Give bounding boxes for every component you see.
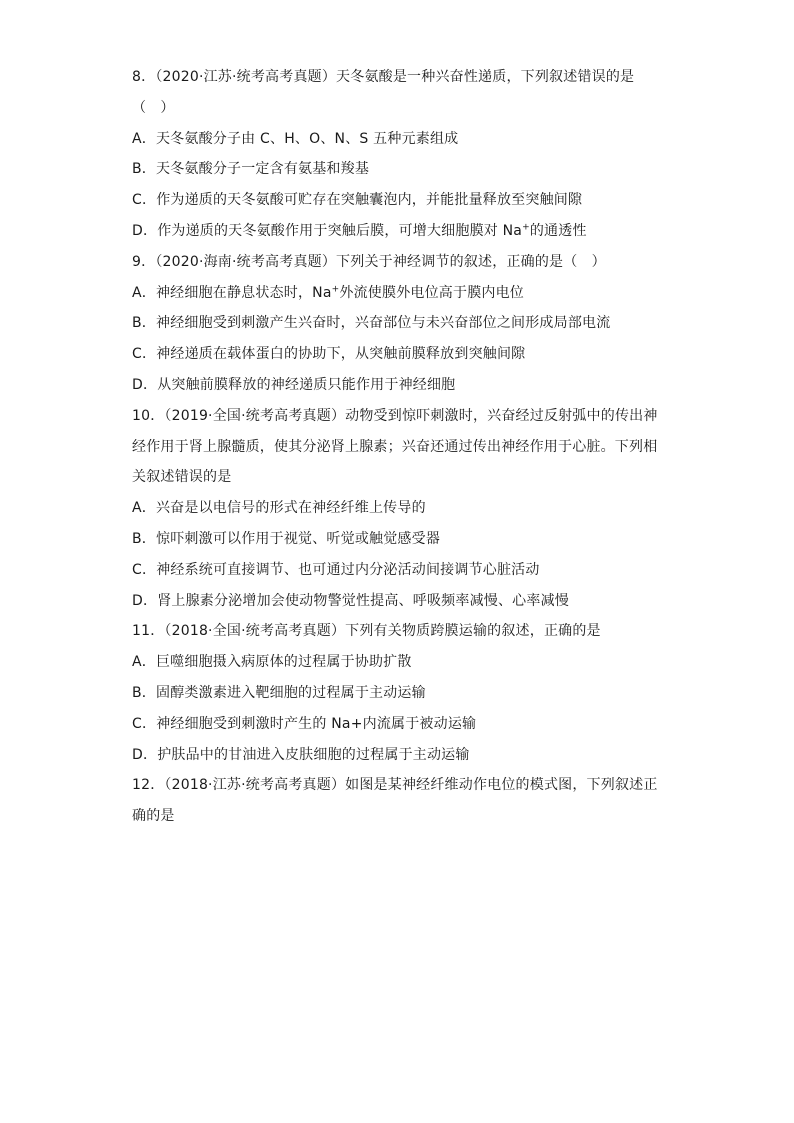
option-letter: B．: [132, 161, 157, 178]
question-text: 动物受到惊吓刺激时，兴奋经过反射弧中的传出神经作用于肾上腺髓质，使其分泌肾上腺素；兴奋还通过传出神经作用于心脏。下列相关叙述错误的是: [132, 407, 658, 486]
question-stem: [132, 770, 662, 832]
option-text: 神经细胞受到刺激产生兴奋时，兴奋部位与未兴奋部位之间形成局部电流: [156, 315, 611, 332]
option-b: [132, 154, 662, 185]
option-text: 神经递质在载体蛋白的协助下，从突触前膜释放到突触间隙: [156, 346, 526, 363]
question-12: [132, 770, 662, 832]
question-stem: [132, 62, 662, 124]
question-source: （2019·全国·统考高考真题）: [164, 407, 346, 424]
option-c: [132, 709, 662, 740]
option-text: 兴奋是以电信号的形式在神经纤维上传导的: [155, 500, 426, 517]
option-text: 作为递质的天冬氨酸可贮存在突触囊泡内，并能批量释放至突触间隙: [156, 192, 583, 209]
question-text: 天冬氨酸是一种兴奋性递质，下列叙述错误的是（ ）: [132, 69, 635, 116]
option-b: [132, 308, 662, 339]
question-text: 如图是某神经纤维动作电位的模式图，下列叙述正确的是: [132, 777, 658, 825]
option-letter: A．: [132, 654, 156, 671]
question-number: 11．: [132, 623, 165, 640]
option-text: 神经系统可直接调节、也可通过内分泌活动间接调节心脏活动: [156, 561, 540, 578]
option-letter: B．: [132, 530, 157, 547]
option-d: [132, 740, 662, 771]
question-8: [132, 62, 662, 247]
option-c: [132, 555, 662, 586]
option-text: 巨噬细胞摄入病原体的过程属于协助扩散: [155, 654, 412, 671]
option-text: 天冬氨酸分子由 C、H、O、N、S 五种元素组成: [155, 130, 459, 147]
question-10: [132, 401, 662, 617]
option-a: [132, 647, 662, 678]
option-text: 固醇类激素进入靶细胞的过程属于主动运输: [156, 684, 426, 701]
superscript-plus: +: [331, 283, 340, 294]
option-letter: A．: [132, 500, 156, 517]
question-9: [132, 247, 662, 401]
option-letter: B．: [132, 684, 157, 701]
option-b: [132, 524, 662, 555]
option-d: [132, 370, 662, 401]
option-text-tail: 外流使膜外电位高于膜内电位: [339, 284, 524, 301]
option-c: [132, 339, 662, 370]
option-letter: C．: [132, 561, 157, 578]
option-c: [132, 185, 662, 216]
option-letter: D．: [132, 592, 158, 609]
option-a: [132, 493, 662, 524]
option-d: [132, 216, 662, 247]
option-letter: C．: [132, 715, 157, 732]
option-text: 护肤品中的甘油进入皮肤细胞的过程属于主动运输: [157, 746, 470, 763]
question-source: （2018·江苏·统考高考真题）: [164, 777, 346, 794]
question-11: [132, 616, 662, 770]
option-b: [132, 678, 662, 709]
question-number: 9．: [132, 253, 156, 270]
option-text: 惊吓刺激可以作用于视觉、听觉或触觉感受器: [156, 530, 441, 547]
option-letter: A．: [132, 284, 156, 301]
option-a: [132, 278, 662, 309]
question-stem: [132, 247, 662, 278]
option-text-tail: 的通透性: [529, 222, 587, 239]
question-text: 下列关于神经调节的叙述，正确的是（ ）: [336, 253, 606, 270]
option-letter: A．: [132, 130, 156, 147]
question-source: （2018·全国·统考高考真题）: [164, 623, 346, 640]
option-text: 从突触前膜释放的神经递质只能作用于神经细胞: [157, 376, 456, 393]
option-letter: D．: [132, 222, 158, 239]
question-source: （2020·海南·统考高考真题）: [155, 253, 337, 270]
option-letter: D．: [132, 746, 158, 763]
option-text: 天冬氨酸分子一定含有氨基和羧基: [156, 161, 370, 178]
question-text: 下列有关物质跨膜运输的叙述，正确的是: [345, 623, 601, 640]
option-text: 神经细胞受到刺激时产生的 Na+内流属于被动运输: [156, 715, 477, 732]
question-number: 8．: [132, 69, 156, 85]
option-d: [132, 586, 662, 617]
option-text: 神经细胞在静息状态时，Na: [155, 284, 332, 301]
question-number: 12．: [132, 777, 165, 794]
question-stem: [132, 401, 662, 493]
question-number: 10．: [132, 407, 165, 424]
option-letter: B．: [132, 315, 157, 332]
option-text: 肾上腺素分泌增加会使动物警觉性提高、呼吸频率减慢、心率减慢: [157, 592, 569, 609]
option-letter: D．: [132, 376, 158, 393]
question-stem: [132, 616, 662, 647]
option-letter: C．: [132, 346, 157, 363]
option-letter: C．: [132, 192, 157, 209]
option-text: 作为递质的天冬氨酸作用于突触后膜，可增大细胞膜对 Na: [157, 222, 523, 239]
question-source: （2020·江苏·统考高考真题）: [155, 69, 337, 85]
superscript-plus: +: [522, 222, 530, 233]
option-a: [132, 124, 662, 155]
